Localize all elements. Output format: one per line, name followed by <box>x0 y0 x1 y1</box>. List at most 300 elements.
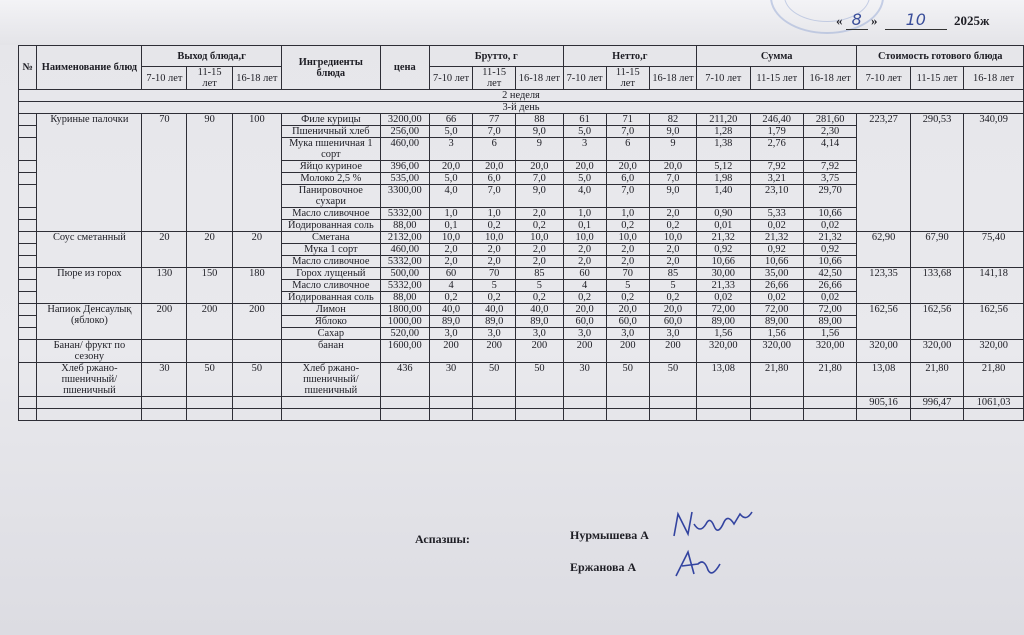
ingredient-net: 200 <box>649 340 696 363</box>
ingredient-sum: 10,66 <box>803 256 856 268</box>
ingredient-net: 2,0 <box>649 256 696 268</box>
dish-cost: 320,00 <box>964 340 1024 363</box>
ingredient-sum: 89,00 <box>750 316 803 328</box>
ingredient-gross: 50 <box>473 363 516 397</box>
empty-cell <box>232 397 281 409</box>
ingredient-gross: 89,0 <box>429 316 472 328</box>
ingredient-sum: 21,80 <box>803 363 856 397</box>
ingredient-price: 5332,00 <box>380 256 429 268</box>
dish-yield: 90 <box>187 114 232 232</box>
ingredient-sum: 89,00 <box>803 316 856 328</box>
ingredient-gross: 2,0 <box>429 256 472 268</box>
ingredient-net: 9,0 <box>649 126 696 138</box>
ingredient-name: Хлеб ржано-пшеничный/ пшеничный <box>282 363 381 397</box>
ingredient-sum: 10,66 <box>750 256 803 268</box>
ingredient-sum: 1,56 <box>750 328 803 340</box>
ingredient-sum: 5,33 <box>750 208 803 220</box>
ingredient-sum: 320,00 <box>750 340 803 363</box>
empty-cell <box>429 409 472 421</box>
ingredient-gross: 7,0 <box>473 185 516 208</box>
ingredient-name: Масло сливочное <box>282 256 381 268</box>
row-number <box>19 114 37 126</box>
empty-cell <box>803 409 856 421</box>
row-number <box>19 185 37 208</box>
ingredient-gross: 6,0 <box>473 173 516 185</box>
ingredient-sum: 0,02 <box>697 292 750 304</box>
ingredient-gross: 5,0 <box>429 126 472 138</box>
ingredient-net: 20,0 <box>606 161 649 173</box>
ingredient-gross: 3 <box>429 138 472 161</box>
dish-name: Напиок Денсаулық (яблоко) <box>37 304 142 340</box>
ingredient-net: 20,0 <box>563 161 606 173</box>
ingredient-gross: 3,0 <box>473 328 516 340</box>
empty-cell <box>380 397 429 409</box>
empty-cell <box>857 409 910 421</box>
ingredient-net: 60 <box>563 268 606 280</box>
ingredient-sum: 4,14 <box>803 138 856 161</box>
signature-1 <box>668 506 758 546</box>
col-cost-age: 16-18 лет <box>964 67 1024 90</box>
ingredient-sum: 21,80 <box>750 363 803 397</box>
ingredient-net: 20,0 <box>649 161 696 173</box>
ingredient-gross: 20,0 <box>429 161 472 173</box>
ingredient-gross: 1,0 <box>473 208 516 220</box>
ingredient-gross: 3,0 <box>516 328 563 340</box>
col-yield-age: 7-10 лет <box>142 67 187 90</box>
ingredient-gross: 0,2 <box>516 292 563 304</box>
ingredient-gross: 9 <box>516 138 563 161</box>
col-ingredients: Ингредиенты блюда <box>282 46 381 90</box>
ingredient-gross: 0,2 <box>473 220 516 232</box>
date-line <box>836 10 989 30</box>
row-number <box>19 292 37 304</box>
ingredient-price: 1600,00 <box>380 340 429 363</box>
empty-cell <box>649 397 696 409</box>
row-number <box>19 304 37 316</box>
ingredient-gross: 7,0 <box>516 173 563 185</box>
empty-cell <box>750 409 803 421</box>
ingredient-gross: 88 <box>516 114 563 126</box>
ingredient-net: 7,0 <box>649 173 696 185</box>
empty-cell <box>606 397 649 409</box>
ingredient-net: 3,0 <box>606 328 649 340</box>
empty-cell <box>910 409 963 421</box>
ingredient-gross: 2,0 <box>516 244 563 256</box>
ingredient-sum: 21,32 <box>697 232 750 244</box>
row-number <box>19 220 37 232</box>
ingredient-gross: 9,0 <box>516 185 563 208</box>
ingredient-net: 2,0 <box>649 244 696 256</box>
row-number <box>19 126 37 138</box>
ingredient-net: 2,0 <box>649 208 696 220</box>
dish-cost: 13,08 <box>857 363 910 397</box>
ingredient-name: Лимон <box>282 304 381 316</box>
col-cost-age: 7-10 лет <box>857 67 910 90</box>
ingredient-name: банан <box>282 340 381 363</box>
empty-cell <box>473 409 516 421</box>
ingredient-net: 60,0 <box>606 316 649 328</box>
ingredient-gross: 4,0 <box>429 185 472 208</box>
dish-yield: 20 <box>142 232 187 268</box>
ingredient-sum: 1,56 <box>697 328 750 340</box>
ingredient-net: 60,0 <box>649 316 696 328</box>
row-number <box>19 363 37 397</box>
ingredient-name: Йодированная соль <box>282 220 381 232</box>
ingredient-gross: 2,0 <box>473 256 516 268</box>
ingredient-net: 71 <box>606 114 649 126</box>
ingredient-net: 10,0 <box>606 232 649 244</box>
ingredient-net: 20,0 <box>563 304 606 316</box>
ingredient-price: 2132,00 <box>380 232 429 244</box>
dish-yield: 20 <box>232 232 281 268</box>
ingredient-net: 0,2 <box>606 220 649 232</box>
col-gross-age: 7-10 лет <box>429 67 472 90</box>
col-gross-age: 11-15 лет <box>473 67 516 90</box>
ingredient-name: Масло сливочное <box>282 208 381 220</box>
ingredient-sum: 1,79 <box>750 126 803 138</box>
ingredient-price: 3300,00 <box>380 185 429 208</box>
ingredient-price: 396,00 <box>380 161 429 173</box>
ingredient-net: 0,2 <box>649 220 696 232</box>
ingredient-price: 1800,00 <box>380 304 429 316</box>
ingredient-sum: 21,32 <box>750 232 803 244</box>
ingredient-net: 85 <box>649 268 696 280</box>
ingredient-sum: 0,02 <box>750 220 803 232</box>
ingredient-name: Мука пшеничная 1 сорт <box>282 138 381 161</box>
ingredient-gross: 200 <box>516 340 563 363</box>
ingredient-gross: 60 <box>429 268 472 280</box>
empty-cell <box>697 397 750 409</box>
dish-cost: 223,27 <box>857 114 910 232</box>
ingredient-price: 436 <box>380 363 429 397</box>
ingredient-net: 9 <box>649 138 696 161</box>
ingredient-price: 520,00 <box>380 328 429 340</box>
ingredient-net: 10,0 <box>649 232 696 244</box>
row-number <box>19 268 37 280</box>
empty-cell <box>142 409 187 421</box>
col-net-age: 7-10 лет <box>563 67 606 90</box>
day-row-label: 3-й день <box>19 102 1024 114</box>
empty-cell <box>803 397 856 409</box>
empty-cell <box>697 409 750 421</box>
ingredient-sum: 246,40 <box>750 114 803 126</box>
ingredient-gross: 89,0 <box>516 316 563 328</box>
empty-cell <box>516 409 563 421</box>
ingredient-sum: 26,66 <box>750 280 803 292</box>
dish-yield: 200 <box>232 304 281 340</box>
row-number <box>19 138 37 161</box>
ingredient-sum: 0,92 <box>803 244 856 256</box>
menu-table <box>18 45 1024 421</box>
ingredient-sum: 89,00 <box>697 316 750 328</box>
week-row-label: 2 неделя <box>19 90 1024 102</box>
ingredient-net: 2,0 <box>563 256 606 268</box>
ingredient-gross: 200 <box>429 340 472 363</box>
ingredient-net: 61 <box>563 114 606 126</box>
ingredient-gross: 50 <box>516 363 563 397</box>
empty-cell <box>473 397 516 409</box>
ingredient-gross: 70 <box>473 268 516 280</box>
ingredient-net: 5,0 <box>563 126 606 138</box>
dish-cost: 320,00 <box>910 340 963 363</box>
totals-row <box>19 397 1024 409</box>
dish-name: Соус сметанный <box>37 232 142 268</box>
total-cost: 905,16 <box>857 397 910 409</box>
col-sum: Сумма <box>697 46 857 67</box>
col-cost: Стоимость готового блюда <box>857 46 1024 67</box>
row-number <box>19 316 37 328</box>
cook-name-2: Ержанова А <box>570 560 637 574</box>
ingredient-net: 70 <box>606 268 649 280</box>
ingredient-net: 3,0 <box>649 328 696 340</box>
empty-cell <box>516 397 563 409</box>
col-sum-age: 7-10 лет <box>697 67 750 90</box>
ingredient-gross: 2,0 <box>473 244 516 256</box>
table-row <box>19 340 1024 363</box>
empty-cell <box>964 409 1024 421</box>
ingredient-gross: 5,0 <box>429 173 472 185</box>
row-number <box>19 256 37 268</box>
date-month: 10 <box>885 10 947 30</box>
ingredient-sum: 42,50 <box>803 268 856 280</box>
ingredient-sum: 1,38 <box>697 138 750 161</box>
ingredient-net: 1,0 <box>563 208 606 220</box>
ingredient-sum: 10,66 <box>803 208 856 220</box>
row-number <box>19 328 37 340</box>
ingredient-gross: 0,2 <box>429 292 472 304</box>
ingredient-sum: 72,00 <box>750 304 803 316</box>
ingredient-net: 2,0 <box>606 244 649 256</box>
ingredient-gross: 0,2 <box>516 220 563 232</box>
row-number <box>19 173 37 185</box>
date-day: 8 <box>846 10 868 30</box>
col-yield-age: 11-15 лет <box>187 67 232 90</box>
ingredient-gross: 1,0 <box>429 208 472 220</box>
col-cost-age: 11-15 лет <box>910 67 963 90</box>
ingredient-net: 200 <box>606 340 649 363</box>
dish-cost: 75,40 <box>964 232 1024 268</box>
ingredient-price: 535,00 <box>380 173 429 185</box>
dish-cost: 162,56 <box>910 304 963 340</box>
ingredient-sum: 1,28 <box>697 126 750 138</box>
col-net-age: 16-18 лет <box>649 67 696 90</box>
ingredient-net: 20,0 <box>649 304 696 316</box>
dish-name: Куриные палочки <box>37 114 142 232</box>
dish-cost: 67,90 <box>910 232 963 268</box>
ingredient-sum: 0,92 <box>750 244 803 256</box>
dish-cost: 290,53 <box>910 114 963 232</box>
empty-cell <box>750 397 803 409</box>
ingredient-sum: 281,60 <box>803 114 856 126</box>
ingredient-sum: 21,33 <box>697 280 750 292</box>
ingredient-net: 5 <box>606 280 649 292</box>
date-quote-close: » <box>871 13 878 28</box>
ingredient-sum: 0,90 <box>697 208 750 220</box>
empty-cell <box>187 397 232 409</box>
ingredient-net: 9,0 <box>649 185 696 208</box>
ingredient-gross: 0,1 <box>429 220 472 232</box>
ingredient-net: 10,0 <box>563 232 606 244</box>
ingredient-sum: 26,66 <box>803 280 856 292</box>
ingredient-net: 60,0 <box>563 316 606 328</box>
empty-cell <box>282 397 381 409</box>
ingredient-sum: 7,92 <box>803 161 856 173</box>
dish-cost: 133,68 <box>910 268 963 304</box>
dish-yield: 30 <box>142 363 187 397</box>
ingredient-price: 5332,00 <box>380 280 429 292</box>
empty-cell <box>282 409 381 421</box>
ingredient-net: 5,0 <box>563 173 606 185</box>
ingredient-net: 6,0 <box>606 173 649 185</box>
ingredient-gross: 20,0 <box>516 161 563 173</box>
ingredient-net: 6 <box>606 138 649 161</box>
date-year: 2025ж <box>954 13 990 28</box>
ingredient-sum: 211,20 <box>697 114 750 126</box>
ingredient-sum: 0,02 <box>750 292 803 304</box>
ingredient-net: 50 <box>649 363 696 397</box>
ingredient-price: 460,00 <box>380 244 429 256</box>
empty-cell <box>606 409 649 421</box>
ingredient-net: 7,0 <box>606 126 649 138</box>
dish-cost: 141,18 <box>964 268 1024 304</box>
ingredient-sum: 320,00 <box>803 340 856 363</box>
ingredient-gross: 40,0 <box>473 304 516 316</box>
empty-cell <box>19 397 37 409</box>
ingredient-name: Йодированная соль <box>282 292 381 304</box>
empty-cell <box>37 409 142 421</box>
dish-yield: 70 <box>142 114 187 232</box>
dish-yield: 200 <box>187 304 232 340</box>
ingredient-sum: 3,21 <box>750 173 803 185</box>
ingredient-net: 1,0 <box>606 208 649 220</box>
ingredient-price: 3200,00 <box>380 114 429 126</box>
ingredient-sum: 72,00 <box>697 304 750 316</box>
ingredient-sum: 0,02 <box>803 292 856 304</box>
table-row <box>19 232 1024 244</box>
table-row <box>19 268 1024 280</box>
dish-cost: 21,80 <box>910 363 963 397</box>
table-row <box>19 363 1024 397</box>
dish-cost: 21,80 <box>964 363 1024 397</box>
ingredient-net: 20,0 <box>606 304 649 316</box>
ingredient-sum: 1,56 <box>803 328 856 340</box>
dish-name: Банан/ фрукт по сезону <box>37 340 142 363</box>
dish-cost: 123,35 <box>857 268 910 304</box>
ingredient-price: 1000,00 <box>380 316 429 328</box>
ingredient-sum: 2,76 <box>750 138 803 161</box>
table-row <box>19 114 1024 126</box>
ingredient-net: 50 <box>606 363 649 397</box>
col-no: № <box>19 46 37 90</box>
ingredient-net: 0,2 <box>649 292 696 304</box>
row-number <box>19 280 37 292</box>
ingredient-gross: 2,0 <box>429 244 472 256</box>
ingredient-net: 30 <box>563 363 606 397</box>
col-dish: Наименование блюд <box>37 46 142 90</box>
empty-cell <box>429 397 472 409</box>
ingredient-sum: 2,30 <box>803 126 856 138</box>
row-number <box>19 244 37 256</box>
ingredient-name: Пшеничный хлеб <box>282 126 381 138</box>
ingredient-gross: 200 <box>473 340 516 363</box>
ingredient-gross: 10,0 <box>473 232 516 244</box>
ingredient-sum: 3,75 <box>803 173 856 185</box>
row-number <box>19 232 37 244</box>
cook-name-1: Нурмышева А <box>570 528 649 542</box>
ingredient-gross: 40,0 <box>429 304 472 316</box>
ingredient-name: Молоко 2,5 % <box>282 173 381 185</box>
ingredient-gross: 2,0 <box>516 256 563 268</box>
col-sum-age: 16-18 лет <box>803 67 856 90</box>
dish-cost: 320,00 <box>857 340 910 363</box>
ingredient-gross: 7,0 <box>473 126 516 138</box>
dish-yield <box>187 340 232 363</box>
col-net: Нетто,г <box>563 46 697 67</box>
dish-name: Пюре из горох <box>37 268 142 304</box>
dish-yield <box>142 340 187 363</box>
dish-yield: 150 <box>187 268 232 304</box>
dish-yield <box>232 340 281 363</box>
subheader-row <box>19 67 1024 90</box>
ingredient-gross: 5 <box>516 280 563 292</box>
ingredient-name: Яйцо куриное <box>282 161 381 173</box>
empty-cell <box>649 409 696 421</box>
dish-cost: 162,56 <box>857 304 910 340</box>
ingredient-sum: 72,00 <box>803 304 856 316</box>
ingredient-gross: 20,0 <box>473 161 516 173</box>
ingredient-name: Мука 1 сорт <box>282 244 381 256</box>
ingredient-net: 2,0 <box>563 244 606 256</box>
ingredient-net: 2,0 <box>606 256 649 268</box>
ingredient-gross: 6 <box>473 138 516 161</box>
day-row <box>19 102 1024 114</box>
ingredient-name: Яблоко <box>282 316 381 328</box>
row-number <box>19 161 37 173</box>
ingredient-name: Панировочное сухари <box>282 185 381 208</box>
ingredient-name: Сметана <box>282 232 381 244</box>
ingredient-net: 3,0 <box>563 328 606 340</box>
empty-cell <box>380 409 429 421</box>
col-gross: Брутто, г <box>429 46 563 67</box>
ingredient-gross: 85 <box>516 268 563 280</box>
empty-cell <box>232 409 281 421</box>
ingredient-gross: 10,0 <box>429 232 472 244</box>
col-sum-age: 11-15 лет <box>750 67 803 90</box>
ingredient-net: 0,2 <box>563 292 606 304</box>
ingredient-price: 88,00 <box>380 220 429 232</box>
week-row <box>19 90 1024 102</box>
date-quote-open: « <box>836 13 843 28</box>
ingredient-name: Масло сливочное <box>282 280 381 292</box>
ingredient-net: 0,2 <box>606 292 649 304</box>
ingredient-name: Горох лущеный <box>282 268 381 280</box>
ingredient-name: Филе курицы <box>282 114 381 126</box>
ingredient-gross: 77 <box>473 114 516 126</box>
ingredient-sum: 5,12 <box>697 161 750 173</box>
empty-row <box>19 409 1024 421</box>
empty-cell <box>563 397 606 409</box>
ingredient-price: 5332,00 <box>380 208 429 220</box>
dish-yield: 50 <box>232 363 281 397</box>
ingredient-sum: 0,01 <box>697 220 750 232</box>
row-number <box>19 208 37 220</box>
table-row <box>19 304 1024 316</box>
dish-yield: 200 <box>142 304 187 340</box>
ingredient-sum: 30,00 <box>697 268 750 280</box>
ingredient-sum: 23,10 <box>750 185 803 208</box>
ingredient-price: 500,00 <box>380 268 429 280</box>
row-number <box>19 340 37 363</box>
